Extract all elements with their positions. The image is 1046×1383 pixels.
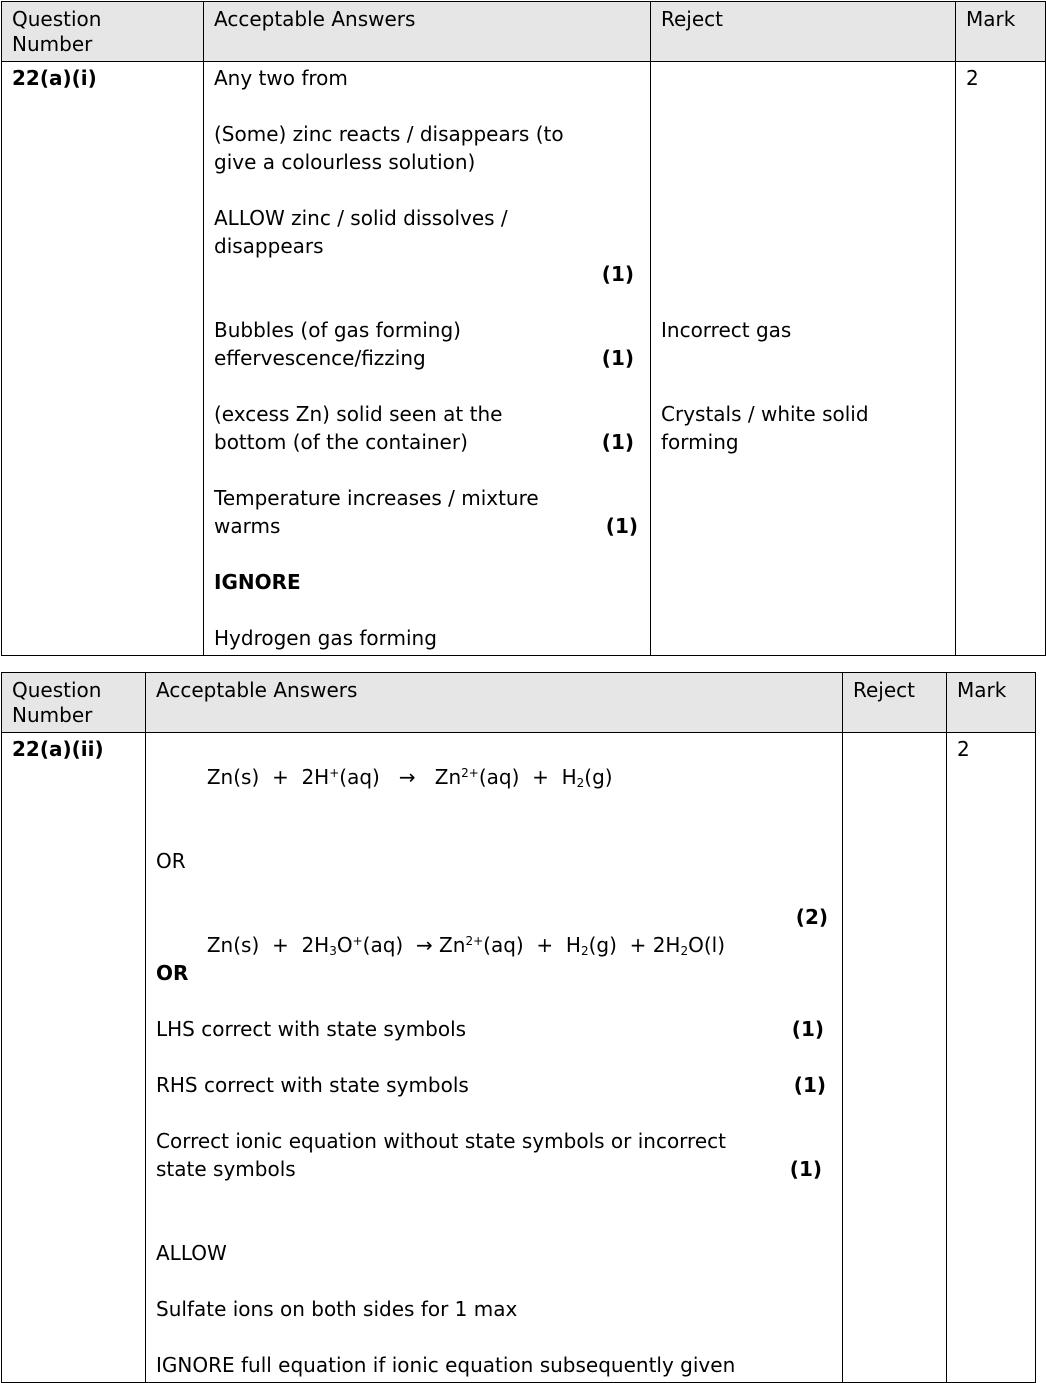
- answer-1-line-1: (Some) zinc reacts / disappears (to: [214, 122, 564, 146]
- lhs-text: LHS correct with state symbols: [156, 1017, 467, 1041]
- answer-2-mark: (1): [601, 346, 634, 370]
- ionic-equation-1: $Zn(s) + 2H^+(aq) \to Zn^{2+}(aq) + H_2(g)$: [206, 765, 613, 790]
- intro-text: Any two from: [214, 66, 348, 90]
- header-acceptable-answers: Acceptable Answers: [204, 2, 651, 62]
- mark-cell: 2: [956, 62, 1046, 656]
- allow-label: ALLOW: [156, 1241, 227, 1265]
- question-number: 22(a)(i): [2, 62, 204, 656]
- allow-line-2: disappears: [214, 234, 324, 258]
- answer-row: [2, 733, 1036, 1383]
- sulfate-text: Sulfate ions on both sides for 1 max: [156, 1297, 518, 1321]
- answer-3-mark: (1): [601, 430, 634, 454]
- answer-2-line-2: effervescence/fizzing: [214, 346, 426, 370]
- equation-2-mark: (2): [795, 905, 828, 929]
- answer-1-line-2: give a colourless solution): [214, 150, 476, 174]
- or-text: OR: [156, 849, 186, 873]
- header-question-number: Question Number: [2, 673, 146, 733]
- header-reject: Reject: [843, 673, 947, 733]
- header-acceptable-answers: Acceptable Answers: [146, 673, 843, 733]
- header-row: [2, 673, 1036, 733]
- answer-row: [2, 62, 1046, 656]
- rhs-text: RHS correct with state symbols: [156, 1073, 469, 1097]
- acceptable-answers-cell: [204, 62, 651, 656]
- question-number: 22(a)(ii): [2, 733, 146, 1383]
- rhs-mark: (1): [793, 1073, 826, 1097]
- header-row: [2, 2, 1046, 62]
- header-mark: Mark: [947, 673, 1036, 733]
- acceptable-answers-cell: [146, 733, 843, 1383]
- ionic-line-1: Correct ionic equation without state symbols or incorrect: [156, 1129, 726, 1153]
- answer-3-line-1: (excess Zn) solid seen at the: [214, 402, 503, 426]
- mark-scheme-table-22aii: [1, 672, 1036, 1383]
- ionic-mark: (1): [789, 1157, 822, 1181]
- reject-2-line-1: Crystals / white solid: [661, 402, 869, 426]
- or-bold-text: OR: [156, 961, 189, 985]
- ionic-equation-2: $Zn(s) + 2H_3O^+(aq) \to Zn^{2+}(aq) + H_2(g) + 2H_2O(l)$ (2): [206, 905, 828, 958]
- ignore-label: IGNORE: [214, 570, 301, 594]
- answer-4-line-1: Temperature increases / mixture: [214, 486, 539, 510]
- reject-2-line-2: forming: [661, 430, 739, 454]
- header-reject: Reject: [651, 2, 956, 62]
- header-mark: Mark: [956, 2, 1046, 62]
- reject-cell: [843, 733, 947, 1383]
- answer-4-line-2: warms: [214, 514, 281, 538]
- reject-1: Incorrect gas: [661, 318, 792, 342]
- mark-scheme-table-22ai: [1, 1, 1046, 656]
- ignore-text: IGNORE full equation if ionic equation subsequently given: [156, 1353, 736, 1377]
- answer-2-line-1: Bubbles (of gas forming): [214, 318, 461, 342]
- allow-line-1: ALLOW zinc / solid dissolves /: [214, 206, 508, 230]
- answer-4-mark: (1): [605, 514, 638, 538]
- header-question-number: Question Number: [2, 2, 204, 62]
- ignore-text: Hydrogen gas forming: [214, 626, 437, 650]
- allow-mark: (1): [601, 262, 634, 286]
- mark-cell: 2: [947, 733, 1036, 1383]
- lhs-mark: (1): [791, 1017, 824, 1041]
- reject-cell: [651, 62, 956, 656]
- ionic-line-2: state symbols: [156, 1157, 296, 1181]
- answer-3-line-2: bottom (of the container): [214, 430, 468, 454]
